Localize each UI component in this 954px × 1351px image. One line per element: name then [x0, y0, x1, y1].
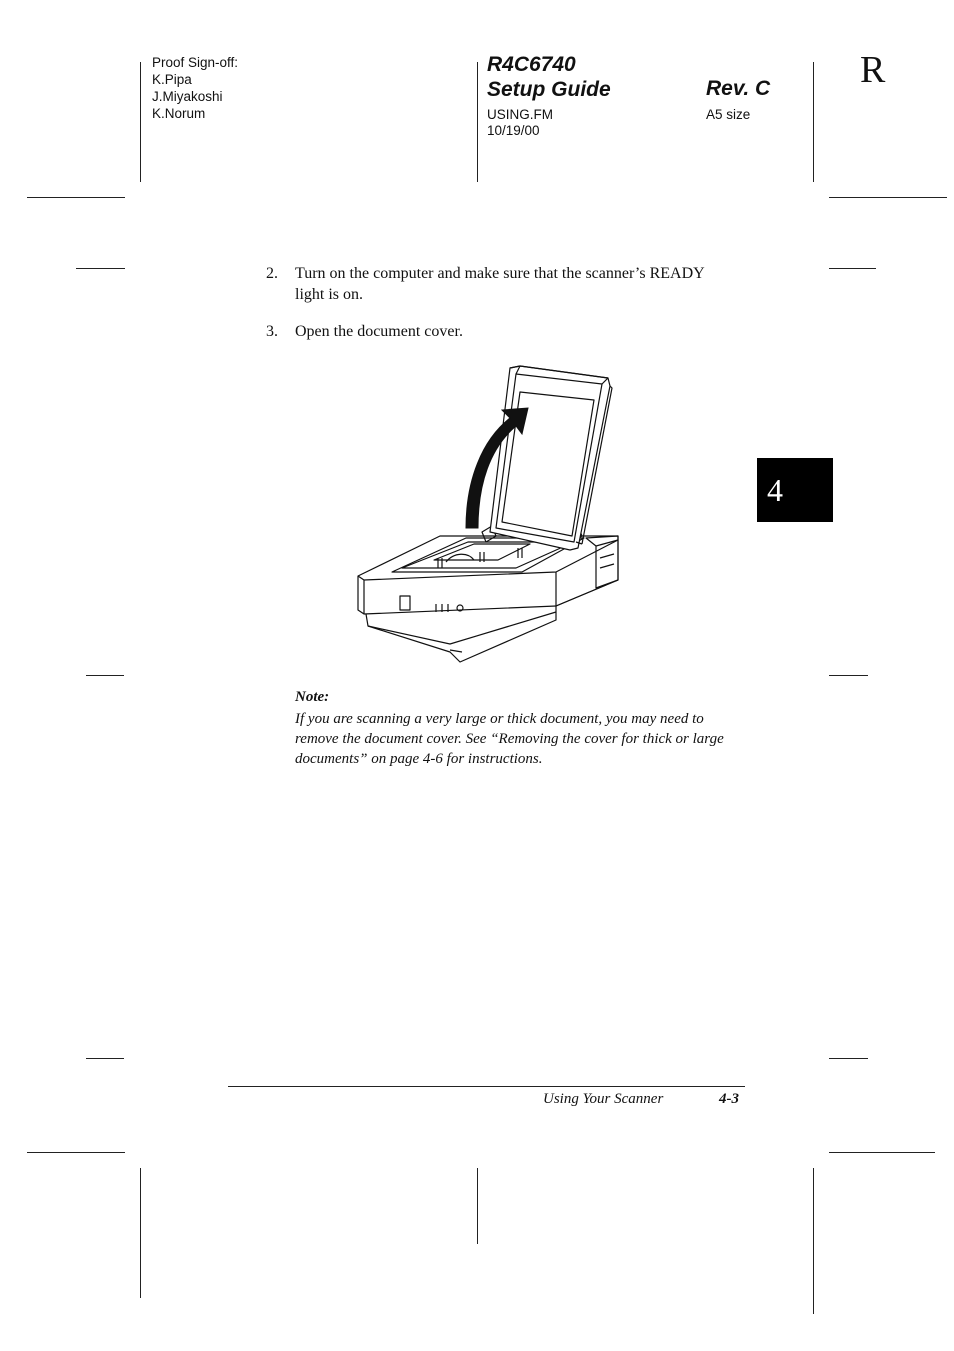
step-item	[266, 321, 746, 343]
paper-size: A5 size	[706, 107, 751, 122]
revision: Rev. C	[706, 77, 771, 100]
doc-code: R4C6740	[487, 53, 576, 76]
crop-mark	[829, 675, 868, 676]
footer-section-title: Using Your Scanner	[543, 1091, 664, 1107]
step-number: 3.	[266, 323, 278, 340]
step-text: Open the document cover.	[295, 323, 463, 340]
crop-mark	[829, 268, 876, 269]
note-body: If you are scanning a very large or thick document, you may need to remove the document cover. See “Removing the cover for thick or large documents” on page 4-6 for instructions.	[295, 711, 724, 767]
step-number: 2.	[266, 265, 278, 282]
crop-mark	[140, 1168, 141, 1298]
file-name: USING.FM	[487, 107, 553, 122]
crop-mark	[829, 197, 947, 198]
document-title	[487, 52, 611, 102]
proof-line: Proof Sign-off:	[152, 55, 239, 70]
proof-line: K.Pipa	[152, 72, 192, 87]
chapter-number: 4	[767, 472, 783, 508]
file-date: 10/19/00	[487, 123, 540, 138]
page-number: 4-3	[719, 1091, 739, 1107]
doc-name: Setup Guide	[487, 78, 611, 101]
proof-signoff	[152, 54, 238, 122]
crop-mark	[27, 1152, 125, 1153]
chapter-tab	[757, 458, 833, 522]
corner-letter: R	[860, 49, 886, 91]
crop-mark	[829, 1058, 868, 1059]
footer-rule	[228, 1086, 745, 1087]
crop-mark	[829, 1152, 935, 1153]
proof-line: K.Norum	[152, 106, 206, 121]
crop-mark	[140, 62, 141, 182]
step-item	[266, 263, 746, 307]
crop-mark	[27, 197, 125, 198]
crop-mark	[86, 1058, 124, 1059]
note-heading: Note:	[295, 689, 330, 705]
proof-line: J.Miyakoshi	[152, 89, 223, 104]
crop-mark	[813, 1168, 814, 1314]
crop-mark	[813, 62, 814, 182]
step-text: Turn on the computer and make sure that the scanner’s READY light is on.	[295, 265, 705, 303]
file-info	[487, 107, 553, 139]
crop-mark	[477, 1168, 478, 1244]
scanner-illustration	[350, 362, 626, 666]
crop-mark	[86, 675, 124, 676]
crop-mark	[76, 268, 125, 269]
crop-mark	[477, 62, 478, 182]
